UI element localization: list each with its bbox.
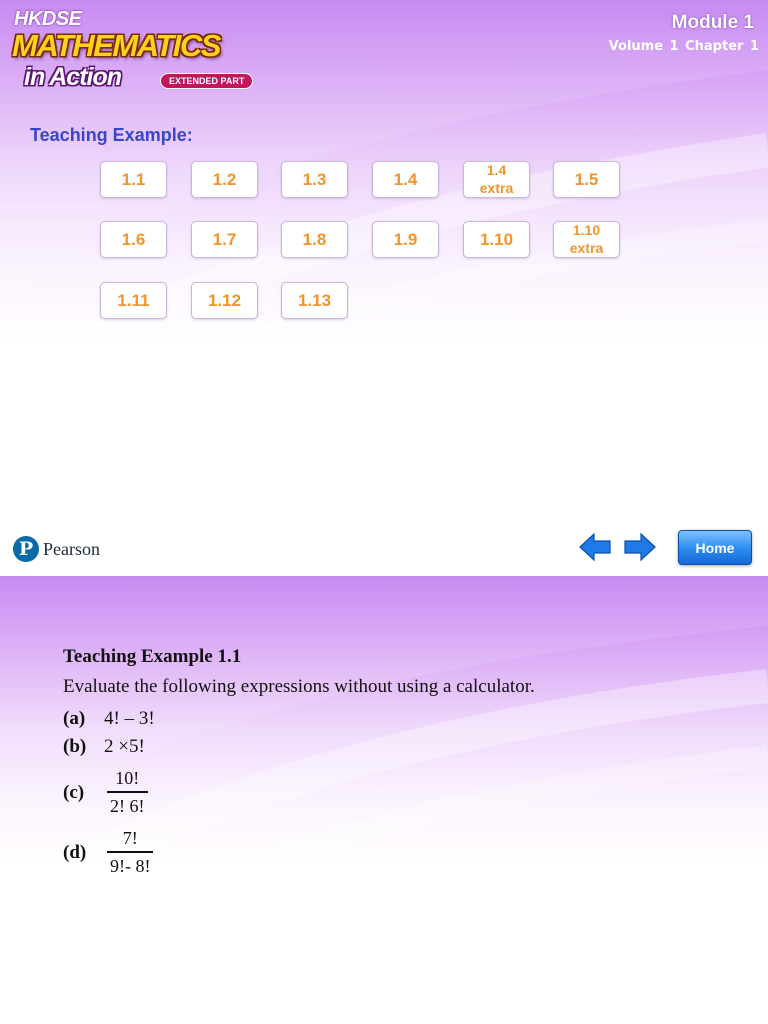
example-button-1-10[interactable]: 1.10 bbox=[463, 221, 530, 258]
logo-in-action: in Action bbox=[24, 63, 122, 91]
fraction-numerator-c: 10! bbox=[115, 768, 140, 788]
part-label-b: (b) bbox=[63, 736, 87, 757]
volume-chapter: Volume 1 Chapter 1 bbox=[608, 39, 759, 54]
fraction-c bbox=[107, 768, 148, 817]
section-label: Teaching Example: bbox=[30, 125, 193, 145]
example-button-1-9[interactable]: 1.9 bbox=[372, 221, 439, 258]
part-label-c: (c) bbox=[63, 782, 85, 803]
left-arrow-icon[interactable] bbox=[578, 531, 612, 563]
example-button-1-7[interactable]: 1.7 bbox=[191, 221, 258, 258]
home-button[interactable]: Home bbox=[678, 530, 752, 565]
example-button-1-11[interactable]: 1.11 bbox=[100, 282, 167, 319]
example-button-1-2[interactable]: 1.2 bbox=[191, 161, 258, 198]
example-button-1-10-extra[interactable]: 1.10 extra bbox=[553, 221, 620, 258]
example-button-1-4[interactable]: 1.4 bbox=[372, 161, 439, 198]
example-button-1-3[interactable]: 1.3 bbox=[281, 161, 348, 198]
fraction-numerator-d: 7! bbox=[122, 828, 138, 848]
part-label-a: (a) bbox=[63, 708, 86, 729]
example-button-1-12[interactable]: 1.12 bbox=[191, 282, 258, 319]
fraction-denominator-c: 2! 6! bbox=[110, 795, 145, 816]
example-button-1-8[interactable]: 1.8 bbox=[281, 221, 348, 258]
example-instruction: Evaluate the following expressions without using a calculator. bbox=[63, 676, 535, 697]
module-title: Module 1 bbox=[671, 12, 754, 33]
logo-hkdse: HKDSE bbox=[14, 8, 82, 30]
example-button-1-1[interactable]: 1.1 bbox=[100, 161, 167, 198]
fraction-d bbox=[107, 828, 153, 877]
example-button-1-13[interactable]: 1.13 bbox=[281, 282, 348, 319]
part-expression-b: 2 ×5! bbox=[104, 736, 145, 757]
part-expression-a: 4! – 3! bbox=[104, 708, 155, 729]
right-arrow-icon[interactable] bbox=[623, 531, 657, 563]
logo-extended-badge: EXTENDED PART bbox=[160, 73, 253, 89]
example-button-1-5[interactable]: 1.5 bbox=[553, 161, 620, 198]
example-button-1-4-extra[interactable]: 1.4 extra bbox=[463, 161, 530, 198]
pearson-logo-icon: P bbox=[13, 536, 39, 562]
example-title: Teaching Example 1.1 bbox=[63, 646, 242, 667]
logo-mathematics: MATHEMATICS bbox=[12, 28, 220, 63]
fraction-denominator-d: 9!- 8! bbox=[110, 855, 151, 876]
example-slide bbox=[0, 576, 768, 1024]
example-button-1-6[interactable]: 1.6 bbox=[100, 221, 167, 258]
pearson-logo-text: Pearson bbox=[43, 539, 100, 559]
part-label-d: (d) bbox=[63, 842, 87, 863]
